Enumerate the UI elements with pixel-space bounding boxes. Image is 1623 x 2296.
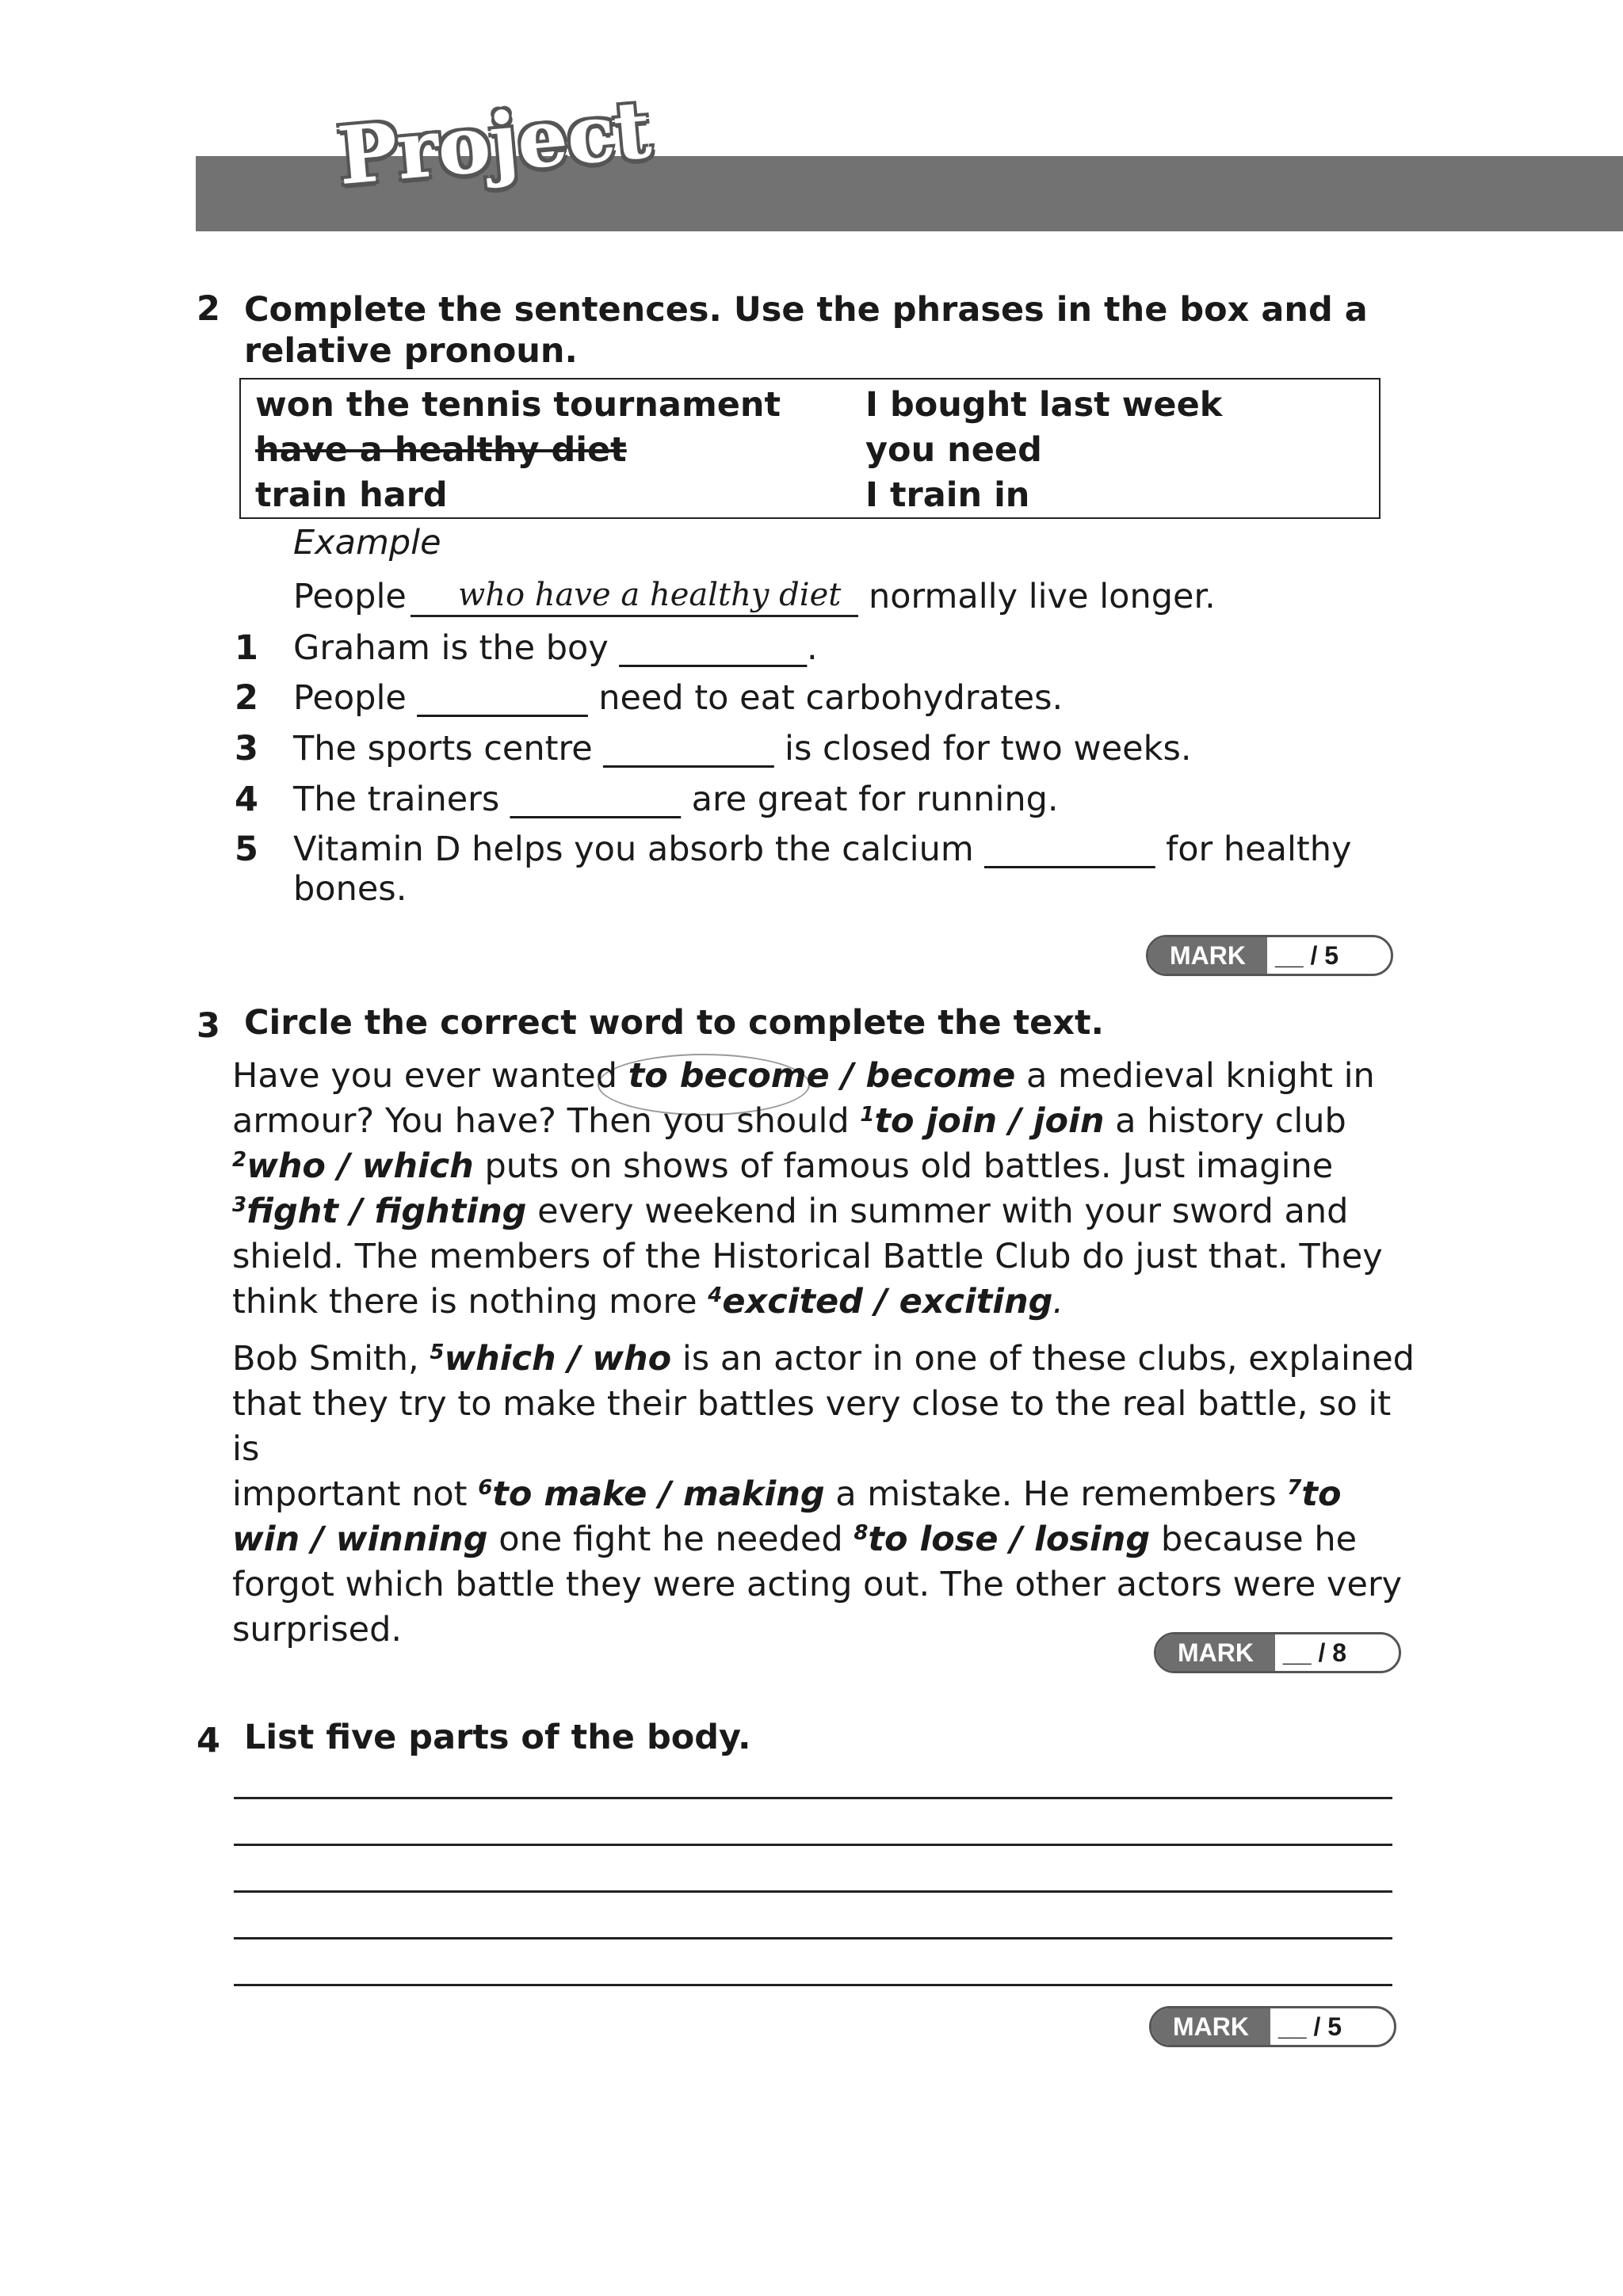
item-number: 2 bbox=[235, 678, 258, 718]
project-logo: Project bbox=[334, 82, 654, 203]
example-answer: who have a healthy diet bbox=[458, 577, 842, 613]
phrase-box-item-used: have a healthy diet bbox=[255, 430, 627, 470]
answer-line[interactable] bbox=[234, 1844, 1392, 1846]
answer-line[interactable] bbox=[234, 1984, 1392, 1986]
mark-score: __ / 8 bbox=[1283, 1638, 1347, 1667]
item-number: 4 bbox=[235, 780, 258, 819]
section3-paragraph1: Have you ever wanted to become / become a medieval knight in armour? You have? Then you should $^1$to join / join a history club $^2$who / which puts on shows of famous old battles. Just imagine $^3$fight / fighting every weekend in summer with your sword and shield. The members of the Historical Battle Club do just that. They think there is nothing more $^4$excited / exciting. bbox=[232, 1056, 1383, 1322]
mark-badge bbox=[1149, 2006, 1396, 2047]
phrase-box-item: won the tennis tournament bbox=[255, 385, 781, 425]
section2-instruction-line2: relative pronoun. bbox=[244, 331, 578, 371]
section3-number: 3 bbox=[197, 1006, 220, 1046]
item-number: 1 bbox=[235, 628, 258, 668]
section4-instruction: List five parts of the body. bbox=[244, 1718, 751, 1757]
item-text: Vitamin D helps you absorb the calcium __________ for healthy bbox=[293, 830, 1352, 869]
item-text: The sports centre __________ is closed for two weeks. bbox=[293, 729, 1192, 769]
item-text-continued: bones. bbox=[293, 869, 407, 909]
mark-score: __ / 5 bbox=[1275, 940, 1339, 970]
answer-line[interactable] bbox=[234, 1937, 1392, 1939]
mark-label: MARK bbox=[1156, 1634, 1275, 1671]
section3-instruction: Circle the correct word to complete the text. bbox=[244, 1003, 1104, 1043]
example-start: People bbox=[293, 577, 407, 616]
phrase-box-item: I bought last week bbox=[865, 385, 1223, 425]
example-end: normally live longer. bbox=[869, 577, 1216, 616]
phrase-box-item: I train in bbox=[865, 475, 1030, 515]
item-number: 5 bbox=[235, 830, 258, 869]
item-text: People __________ need to eat carbohydrates. bbox=[293, 678, 1064, 718]
mark-badge bbox=[1146, 935, 1393, 976]
item-text: The trainers __________ are great for running. bbox=[293, 780, 1059, 819]
section2-instruction bbox=[244, 289, 1368, 372]
answer-line[interactable] bbox=[234, 1890, 1392, 1893]
item-text: Graham is the boy ___________. bbox=[293, 628, 818, 668]
answer-line[interactable] bbox=[234, 1797, 1392, 1799]
mark-score: __ / 5 bbox=[1278, 2012, 1342, 2041]
mark-badge bbox=[1154, 1632, 1401, 1673]
mark-label: MARK bbox=[1148, 937, 1267, 974]
example-answer-line bbox=[411, 615, 858, 617]
phrase-box-item: you need bbox=[865, 430, 1042, 470]
mark-label: MARK bbox=[1151, 2008, 1270, 2045]
example-label: Example bbox=[293, 523, 441, 563]
section3-paragraph2: Bob Smith, $^5$which / who is an actor in one of these clubs, explained that they try to make their battles very close to the real battle, so it is important not $^6$to make / making a mistake. He remembers $^7$to win / winning one fight he needed $^8$to lose / losing because he forgot which battle they were acting out. The other actors were very surprised. bbox=[232, 1339, 1415, 1650]
phrase-box-item: train hard bbox=[255, 475, 448, 515]
section2-number: 2 bbox=[197, 289, 220, 329]
section2-instruction-line1: Complete the sentences. Use the phrases in the box and a bbox=[244, 290, 1368, 330]
item-number: 3 bbox=[235, 729, 258, 769]
section4-number: 4 bbox=[197, 1721, 220, 1760]
